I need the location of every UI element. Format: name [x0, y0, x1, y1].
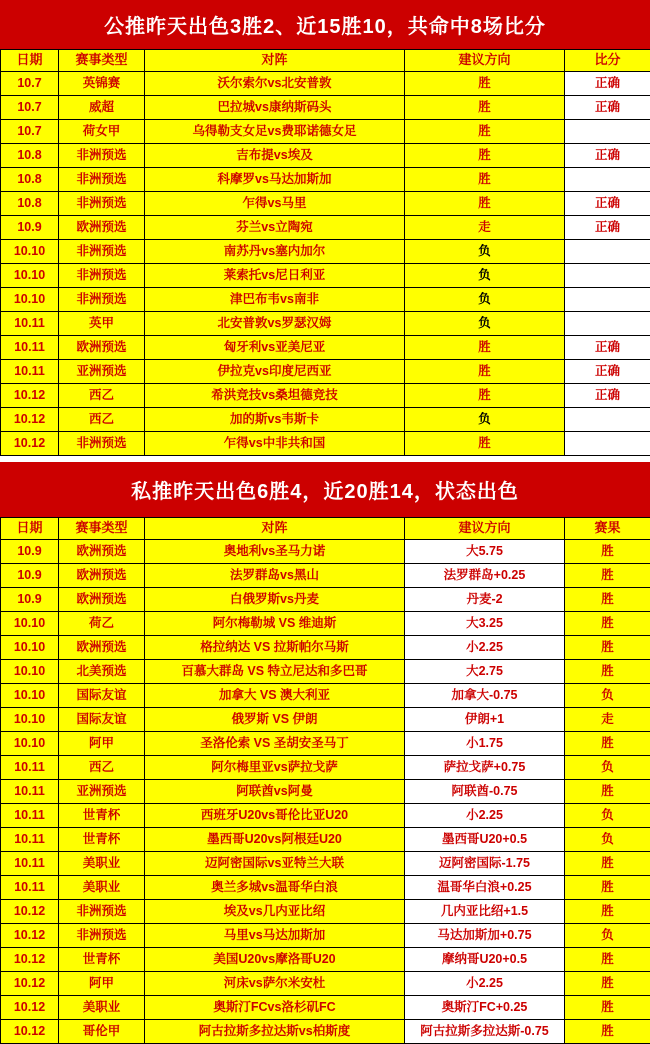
cell-match: 乌得勒支女足vs费耶诺德女足 [145, 120, 405, 144]
table-row [1, 660, 650, 684]
cell-match: 北安普敦vs罗瑟汉姆 [145, 312, 405, 336]
cell-type: 国际友谊 [59, 708, 145, 732]
cell-date: 10.8 [1, 144, 59, 168]
cell-advice: 摩纳哥U20+0.5 [405, 948, 565, 972]
cell-match: 奥斯汀FCvs洛杉矶FC [145, 996, 405, 1020]
cell-match: 阿联酋vs阿曼 [145, 780, 405, 804]
table-row [1, 384, 650, 408]
cell-match: 西班牙U20vs哥伦比亚U20 [145, 804, 405, 828]
cell-advice: 胜 [405, 144, 565, 168]
cell-advice: 小1.75 [405, 732, 565, 756]
cell-type: 阿甲 [59, 972, 145, 996]
cell-type: 美职业 [59, 876, 145, 900]
cell-advice: 负 [405, 240, 565, 264]
cell-result: 胜 [565, 948, 650, 972]
cell-result: 胜 [565, 996, 650, 1020]
header-score: 比分 [565, 50, 650, 72]
cell-result [565, 240, 650, 264]
cell-result [565, 120, 650, 144]
cell-type: 非洲预选 [59, 240, 145, 264]
cell-result: 正确 [565, 144, 650, 168]
cell-match: 阿古拉斯多拉达斯vs柏斯度 [145, 1020, 405, 1044]
cell-advice: 温哥华白浪+0.25 [405, 876, 565, 900]
cell-advice: 胜 [405, 384, 565, 408]
cell-type: 阿甲 [59, 732, 145, 756]
cell-advice: 大5.75 [405, 540, 565, 564]
cell-result: 胜 [565, 588, 650, 612]
cell-type: 非洲预选 [59, 924, 145, 948]
cell-type: 欧洲预选 [59, 636, 145, 660]
cell-match: 俄罗斯 VS 伊朗 [145, 708, 405, 732]
cell-type: 英锦赛 [59, 72, 145, 96]
cell-advice: 小2.25 [405, 636, 565, 660]
table-row [1, 192, 650, 216]
cell-advice: 奥斯汀FC+0.25 [405, 996, 565, 1020]
table-row [1, 612, 650, 636]
cell-date: 10.10 [1, 684, 59, 708]
table-row [1, 996, 650, 1020]
cell-date: 10.12 [1, 972, 59, 996]
cell-date: 10.11 [1, 336, 59, 360]
table-row [1, 144, 650, 168]
table-row [1, 288, 650, 312]
cell-date: 10.12 [1, 408, 59, 432]
cell-date: 10.12 [1, 996, 59, 1020]
table-row [1, 336, 650, 360]
cell-type: 非洲预选 [59, 168, 145, 192]
table-row [1, 564, 650, 588]
cell-result: 正确 [565, 96, 650, 120]
cell-type: 美职业 [59, 852, 145, 876]
cell-type: 亚洲预选 [59, 780, 145, 804]
public-picks-table [0, 49, 650, 456]
cell-match: 莱索托vs尼日利亚 [145, 264, 405, 288]
cell-match: 格拉纳达 VS 拉斯帕尔马斯 [145, 636, 405, 660]
cell-advice: 大2.75 [405, 660, 565, 684]
cell-advice: 胜 [405, 360, 565, 384]
cell-date: 10.11 [1, 312, 59, 336]
cell-result: 正确 [565, 72, 650, 96]
table-row [1, 312, 650, 336]
cell-match: 河床vs萨尔米安杜 [145, 972, 405, 996]
table-row [1, 900, 650, 924]
table-row [1, 780, 650, 804]
table-row [1, 684, 650, 708]
cell-result: 胜 [565, 564, 650, 588]
cell-match: 芬兰vs立陶宛 [145, 216, 405, 240]
cell-type: 英甲 [59, 312, 145, 336]
table-row [1, 96, 650, 120]
table-row [1, 732, 650, 756]
table-row [1, 972, 650, 996]
cell-match: 百慕大群岛 VS 特立尼达和多巴哥 [145, 660, 405, 684]
cell-advice: 伊朗+1 [405, 708, 565, 732]
cell-date: 10.8 [1, 192, 59, 216]
table-row [1, 216, 650, 240]
cell-advice: 走 [405, 216, 565, 240]
header-type: 赛事类型 [59, 50, 145, 72]
cell-result: 胜 [565, 636, 650, 660]
table-row [1, 876, 650, 900]
header-date: 日期 [1, 50, 59, 72]
table-row [1, 852, 650, 876]
table-row [1, 588, 650, 612]
cell-result: 走 [565, 708, 650, 732]
cell-date: 10.7 [1, 96, 59, 120]
cell-type: 欧洲预选 [59, 216, 145, 240]
table-row [1, 1020, 650, 1044]
table-row [1, 168, 650, 192]
cell-match: 乍得vs中非共和国 [145, 432, 405, 456]
cell-match: 匈牙利vs亚美尼亚 [145, 336, 405, 360]
public-picks-banner: 公推昨天出色3胜2、近15胜10，共命中8场比分 [0, 0, 650, 49]
cell-match: 阿尔梅里亚vs萨拉戈萨 [145, 756, 405, 780]
cell-result: 负 [565, 684, 650, 708]
cell-result: 胜 [565, 780, 650, 804]
cell-type: 西乙 [59, 408, 145, 432]
cell-result [565, 408, 650, 432]
table-row [1, 408, 650, 432]
cell-type: 非洲预选 [59, 432, 145, 456]
cell-date: 10.10 [1, 612, 59, 636]
cell-advice: 胜 [405, 96, 565, 120]
cell-type: 世青杯 [59, 828, 145, 852]
table-row [1, 756, 650, 780]
cell-type: 欧洲预选 [59, 336, 145, 360]
cell-result: 胜 [565, 612, 650, 636]
cell-advice: 胜 [405, 192, 565, 216]
cell-date: 10.10 [1, 708, 59, 732]
cell-result: 胜 [565, 972, 650, 996]
cell-type: 世青杯 [59, 948, 145, 972]
cell-date: 10.12 [1, 1020, 59, 1044]
cell-date: 10.7 [1, 72, 59, 96]
cell-date: 10.11 [1, 852, 59, 876]
cell-date: 10.9 [1, 216, 59, 240]
cell-match: 希洪竞技vs桑坦德竞技 [145, 384, 405, 408]
cell-advice: 马达加斯加+0.75 [405, 924, 565, 948]
cell-advice: 负 [405, 288, 565, 312]
cell-result: 负 [565, 804, 650, 828]
table-row [1, 948, 650, 972]
cell-match: 美国U20vs摩洛哥U20 [145, 948, 405, 972]
cell-match: 法罗群岛vs黑山 [145, 564, 405, 588]
cell-date: 10.10 [1, 288, 59, 312]
cell-advice: 迈阿密国际-1.75 [405, 852, 565, 876]
cell-date: 10.12 [1, 948, 59, 972]
cell-result: 正确 [565, 336, 650, 360]
cell-type: 亚洲预选 [59, 360, 145, 384]
header-match: 对阵 [145, 50, 405, 72]
cell-result: 正确 [565, 192, 650, 216]
cell-date: 10.10 [1, 636, 59, 660]
cell-match: 墨西哥U20vs阿根廷U20 [145, 828, 405, 852]
cell-result: 正确 [565, 384, 650, 408]
cell-advice: 丹麦-2 [405, 588, 565, 612]
cell-match: 沃尔索尔vs北安普敦 [145, 72, 405, 96]
cell-match: 巴拉城vs康纳斯码头 [145, 96, 405, 120]
cell-match: 白俄罗斯vs丹麦 [145, 588, 405, 612]
table-row [1, 804, 650, 828]
header-advice: 建议方向 [405, 518, 565, 540]
table-row [1, 432, 650, 456]
cell-date: 10.12 [1, 384, 59, 408]
cell-date: 10.8 [1, 168, 59, 192]
cell-date: 10.11 [1, 360, 59, 384]
cell-date: 10.10 [1, 732, 59, 756]
cell-date: 10.9 [1, 540, 59, 564]
cell-advice: 胜 [405, 120, 565, 144]
cell-match: 埃及vs几内亚比绍 [145, 900, 405, 924]
cell-date: 10.11 [1, 804, 59, 828]
cell-type: 西乙 [59, 756, 145, 780]
cell-date: 10.12 [1, 900, 59, 924]
cell-date: 10.11 [1, 828, 59, 852]
header-date: 日期 [1, 518, 59, 540]
cell-advice: 胜 [405, 336, 565, 360]
cell-type: 非洲预选 [59, 264, 145, 288]
cell-result [565, 312, 650, 336]
cell-result: 正确 [565, 360, 650, 384]
cell-match: 奥地利vs圣马力诺 [145, 540, 405, 564]
cell-match: 迈阿密国际vs亚特兰大联 [145, 852, 405, 876]
cell-type: 非洲预选 [59, 900, 145, 924]
table-header-row [1, 50, 650, 72]
cell-match: 加拿大 VS 澳大利亚 [145, 684, 405, 708]
cell-result [565, 264, 650, 288]
cell-advice: 小2.25 [405, 804, 565, 828]
table-row [1, 360, 650, 384]
cell-match: 加的斯vs韦斯卡 [145, 408, 405, 432]
cell-type: 世青杯 [59, 804, 145, 828]
table-row [1, 540, 650, 564]
cell-match: 伊拉克vs印度尼西亚 [145, 360, 405, 384]
cell-type: 非洲预选 [59, 192, 145, 216]
cell-result: 负 [565, 756, 650, 780]
cell-result: 胜 [565, 1020, 650, 1044]
header-advice: 建议方向 [405, 50, 565, 72]
table-header-row [1, 518, 650, 540]
cell-date: 10.11 [1, 780, 59, 804]
private-picks-banner: 私推昨天出色6胜4，近20胜14，状态出色 [0, 462, 650, 517]
cell-advice: 小2.25 [405, 972, 565, 996]
cell-advice: 胜 [405, 168, 565, 192]
table-row [1, 264, 650, 288]
cell-advice: 负 [405, 264, 565, 288]
cell-date: 10.9 [1, 564, 59, 588]
cell-type: 哥伦甲 [59, 1020, 145, 1044]
table-row [1, 708, 650, 732]
cell-advice: 几内亚比绍+1.5 [405, 900, 565, 924]
cell-advice: 胜 [405, 432, 565, 456]
header-match: 对阵 [145, 518, 405, 540]
cell-advice: 阿古拉斯多拉达斯-0.75 [405, 1020, 565, 1044]
table-row [1, 924, 650, 948]
header-outcome: 赛果 [565, 518, 650, 540]
cell-date: 10.11 [1, 876, 59, 900]
cell-result: 胜 [565, 876, 650, 900]
cell-advice: 胜 [405, 72, 565, 96]
cell-advice: 负 [405, 312, 565, 336]
cell-match: 南苏丹vs塞内加尔 [145, 240, 405, 264]
cell-result: 负 [565, 828, 650, 852]
cell-type: 美职业 [59, 996, 145, 1020]
private-picks-table [0, 517, 650, 1044]
table-row [1, 72, 650, 96]
cell-match: 科摩罗vs马达加斯加 [145, 168, 405, 192]
cell-type: 非洲预选 [59, 144, 145, 168]
cell-advice: 墨西哥U20+0.5 [405, 828, 565, 852]
cell-match: 马里vs马达加斯加 [145, 924, 405, 948]
cell-advice: 负 [405, 408, 565, 432]
cell-type: 国际友谊 [59, 684, 145, 708]
cell-advice: 阿联酋-0.75 [405, 780, 565, 804]
cell-match: 吉布提vs埃及 [145, 144, 405, 168]
cell-type: 荷乙 [59, 612, 145, 636]
cell-date: 10.12 [1, 924, 59, 948]
cell-result: 负 [565, 924, 650, 948]
cell-date: 10.12 [1, 432, 59, 456]
cell-result: 胜 [565, 852, 650, 876]
cell-type: 荷女甲 [59, 120, 145, 144]
cell-type: 西乙 [59, 384, 145, 408]
cell-advice: 法罗群岛+0.25 [405, 564, 565, 588]
cell-match: 乍得vs马里 [145, 192, 405, 216]
cell-type: 威超 [59, 96, 145, 120]
cell-match: 阿尔梅勒城 VS 维迪斯 [145, 612, 405, 636]
table-row [1, 240, 650, 264]
cell-date: 10.10 [1, 660, 59, 684]
cell-date: 10.10 [1, 240, 59, 264]
cell-result: 胜 [565, 732, 650, 756]
header-type: 赛事类型 [59, 518, 145, 540]
cell-advice: 大3.25 [405, 612, 565, 636]
cell-type: 欧洲预选 [59, 564, 145, 588]
cell-result [565, 432, 650, 456]
cell-date: 10.11 [1, 756, 59, 780]
cell-advice: 加拿大-0.75 [405, 684, 565, 708]
cell-date: 10.10 [1, 264, 59, 288]
cell-type: 欧洲预选 [59, 588, 145, 612]
table-row [1, 828, 650, 852]
cell-date: 10.9 [1, 588, 59, 612]
cell-match: 圣洛伦索 VS 圣胡安圣马丁 [145, 732, 405, 756]
cell-result: 胜 [565, 660, 650, 684]
table-row [1, 120, 650, 144]
cell-type: 北美预选 [59, 660, 145, 684]
cell-date: 10.7 [1, 120, 59, 144]
cell-result: 正确 [565, 216, 650, 240]
cell-result: 胜 [565, 900, 650, 924]
cell-match: 奥兰多城vs温哥华白浪 [145, 876, 405, 900]
cell-type: 非洲预选 [59, 288, 145, 312]
cell-result: 胜 [565, 540, 650, 564]
cell-type: 欧洲预选 [59, 540, 145, 564]
cell-match: 津巴布韦vs南非 [145, 288, 405, 312]
cell-result [565, 168, 650, 192]
cell-result [565, 288, 650, 312]
table-row [1, 636, 650, 660]
cell-advice: 萨拉戈萨+0.75 [405, 756, 565, 780]
